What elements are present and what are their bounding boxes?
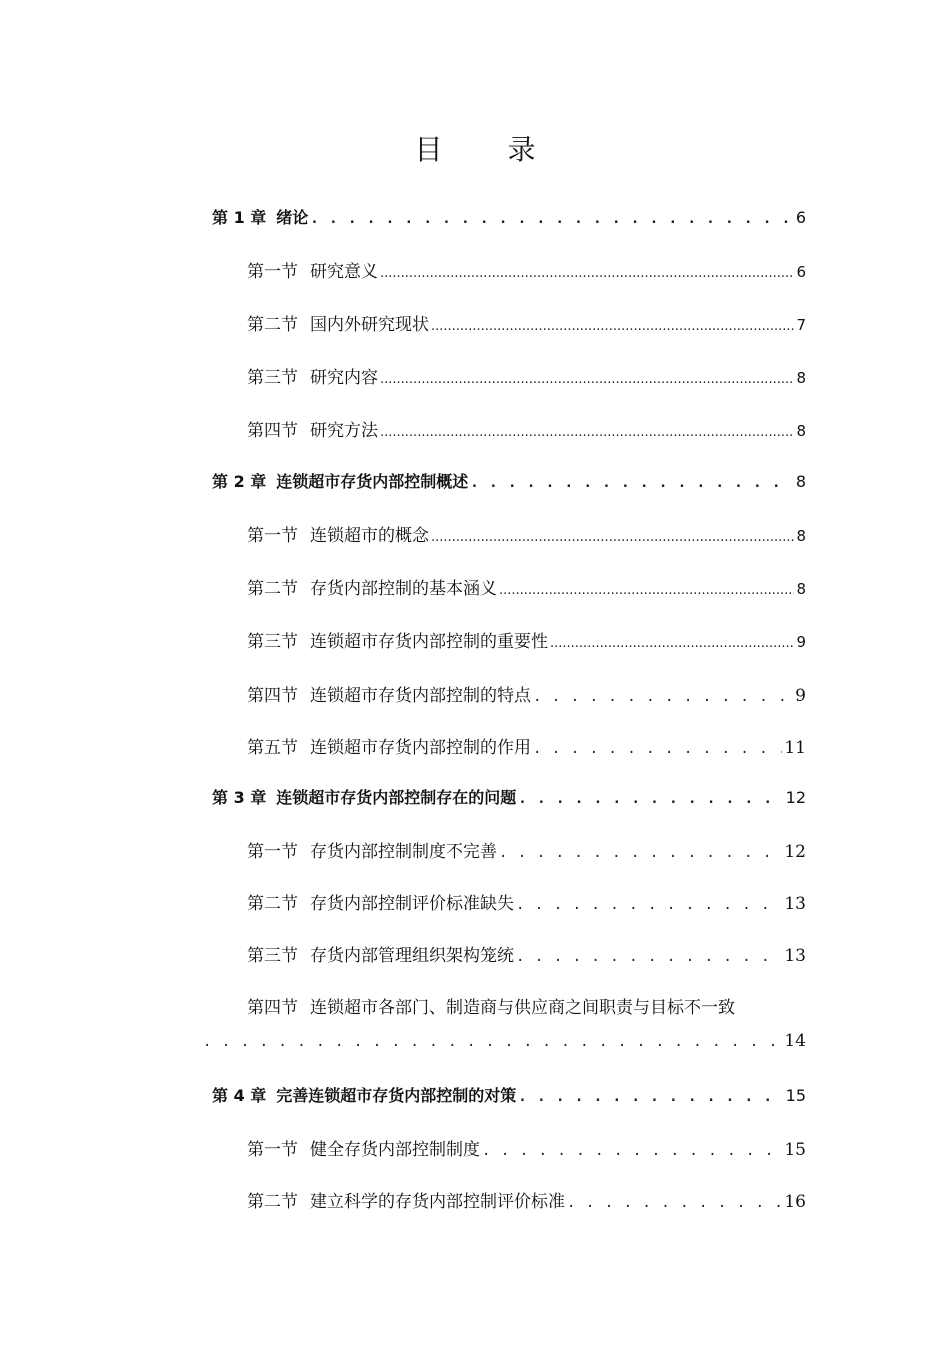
toc-entry-section[interactable] [247, 1135, 806, 1165]
entry-number: 第四节 [247, 421, 298, 441]
entry-number: 第一节 [247, 262, 298, 282]
toc-entry-continuation[interactable] [203, 1031, 806, 1061]
entry-title: 国内外研究现状 [310, 315, 429, 335]
entry-page: 7 [796, 316, 806, 334]
toc-entry-section[interactable] [247, 889, 806, 919]
entry-number: 第二节 [247, 894, 298, 914]
toc-entry-section[interactable] [247, 1187, 806, 1217]
entry-title: 连锁超市存货内部控制概述 [276, 472, 469, 491]
entry-page: 9 [796, 633, 806, 651]
toc-entry-section[interactable] [247, 837, 806, 867]
dot-leader [550, 632, 794, 652]
toc-entry-section[interactable] [247, 733, 806, 763]
entry-page: 13 [784, 894, 806, 914]
entry-page: 8 [795, 472, 806, 491]
entry-number: 第一节 [247, 1140, 298, 1160]
entry-page: 12 [785, 788, 806, 807]
toc-entry-section[interactable] [247, 941, 806, 971]
toc-entry-section[interactable] [247, 416, 806, 446]
entry-title: 连锁超市存货内部控制存在的问题 [276, 788, 517, 807]
entry-page: 8 [796, 580, 806, 598]
entry-number: 第二节 [247, 315, 298, 335]
entry-title: 存货内部管理组织架构笼统 [310, 946, 514, 966]
dot-leader [533, 738, 782, 758]
entry-page: 12 [784, 842, 806, 862]
entry-page: 16 [784, 1192, 806, 1212]
entry-title: 连锁超市存货内部控制的作用 [310, 738, 531, 758]
entry-page: 11 [784, 738, 806, 758]
dot-leader [499, 842, 782, 862]
dot-leader [431, 526, 794, 546]
entry-title: 连锁超市存货内部控制的特点 [310, 686, 531, 706]
toc-entry-section[interactable] [247, 363, 806, 393]
dot-leader [380, 421, 794, 441]
entry-page: 9 [795, 686, 806, 706]
entry-page: 6 [795, 208, 806, 227]
entry-number: 第三节 [247, 368, 298, 388]
entry-number: 第二节 [247, 579, 298, 599]
entry-page: 15 [785, 1086, 806, 1105]
toc-entry-section[interactable] [247, 310, 806, 340]
entry-title: 连锁超市存货内部控制的重要性 [310, 632, 548, 652]
dot-leader [516, 946, 782, 966]
entry-page: 6 [796, 263, 806, 281]
entry-number: 第四节 [247, 686, 298, 706]
entry-title: 研究内容 [310, 368, 378, 388]
dot-leader [380, 368, 794, 388]
entry-number: 第一节 [247, 842, 298, 862]
entry-page: 13 [784, 946, 806, 966]
entry-title: 连锁超市各部门、制造商与供应商之间职责与目标不一致 [310, 998, 735, 1018]
entry-number: 第二节 [247, 1192, 298, 1212]
entry-page: 14 [784, 1031, 806, 1051]
toc-entry-section[interactable] [247, 257, 806, 287]
entry-title: 完善连锁超市存货内部控制的对策 [276, 1086, 517, 1105]
toc-entry-section[interactable] [247, 681, 806, 711]
entry-number: 第三节 [247, 946, 298, 966]
entry-number: 第 3 章 [212, 788, 267, 807]
entry-number: 第五节 [247, 738, 298, 758]
entry-page: 8 [796, 422, 806, 440]
entry-page: 8 [796, 527, 806, 545]
entry-number: 第 1 章 [212, 208, 267, 227]
entry-page: 15 [784, 1140, 806, 1160]
entry-title: 存货内部控制制度不完善 [310, 842, 497, 862]
entry-number: 第一节 [247, 526, 298, 546]
dot-leader [516, 894, 782, 914]
entry-number: 第 2 章 [212, 472, 267, 491]
entry-page: 8 [796, 369, 806, 387]
entry-number: 第四节 [247, 998, 298, 1018]
dot-leader [380, 262, 794, 282]
dot-leader [499, 579, 794, 599]
entry-number: 第 4 章 [212, 1086, 267, 1105]
dot-leader [482, 1140, 782, 1160]
entry-title: 研究方法 [310, 421, 378, 441]
dot-leader [203, 1031, 782, 1051]
entry-title: 研究意义 [310, 262, 378, 282]
toc-entry-chapter-2[interactable] [212, 469, 806, 499]
toc-entry-section[interactable] [247, 574, 806, 604]
dot-leader [518, 788, 783, 807]
entry-title: 绪论 [276, 208, 309, 227]
toc-entry-chapter-1[interactable] [212, 205, 806, 235]
dot-leader [567, 1192, 782, 1212]
entry-title: 存货内部控制的基本涵义 [310, 579, 497, 599]
dot-leader [431, 315, 794, 335]
toc-entry-section-wrapped[interactable] [247, 993, 806, 1023]
dot-leader [470, 472, 794, 491]
toc-title: 目 录 [414, 133, 564, 166]
entry-title: 健全存货内部控制制度 [310, 1140, 480, 1160]
toc-entry-section[interactable] [247, 627, 806, 657]
dot-leader [310, 208, 794, 227]
entry-number: 第三节 [247, 632, 298, 652]
entry-title: 连锁超市的概念 [310, 526, 429, 546]
entry-title: 存货内部控制评价标准缺失 [310, 894, 514, 914]
toc-entry-chapter-3[interactable] [212, 785, 806, 815]
toc-entry-chapter-4[interactable] [212, 1083, 806, 1113]
toc-entry-section[interactable] [247, 521, 806, 551]
entry-title: 建立科学的存货内部控制评价标准 [310, 1192, 565, 1212]
dot-leader [533, 686, 793, 706]
dot-leader [518, 1086, 783, 1105]
